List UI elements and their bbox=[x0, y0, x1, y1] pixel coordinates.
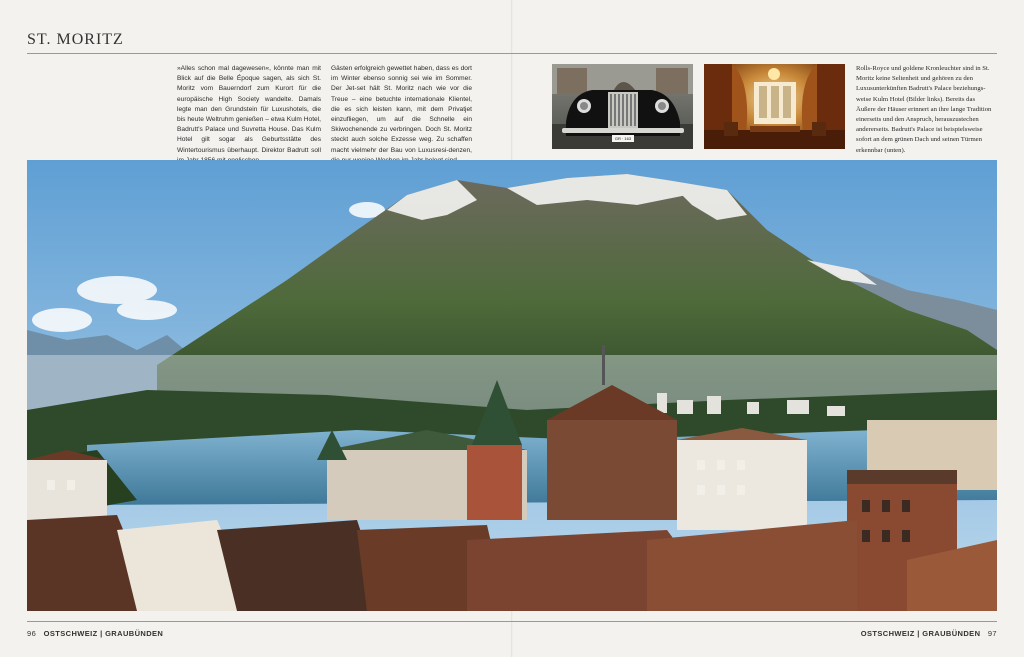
page-title: ST. MORITZ bbox=[27, 31, 124, 48]
photo-caption: Rolls-Royce und goldene Kronleuchter sind in St. Moritz keine Seltenheit und gehören zu den Luxusunterkünften Badrutt's Palace beziehungs-weise Kulm Hotel (Bilder links). Bereits das Äußere der Häuser erinnert an ihre lange Tradition einerseits und den Anspruch, herauszustechen andererseits. Badrutt's Palace ist beispielsweise sofort an dem grünen Dach und seinen Türmen erkennbar (unten). bbox=[856, 65, 992, 154]
footer-right bbox=[861, 629, 997, 638]
section-label-left: OSTSCHWEIZ | GRAUBÜNDEN bbox=[43, 629, 164, 638]
rolls-royce-photo bbox=[552, 64, 693, 149]
page-number-right: 97 bbox=[987, 629, 997, 638]
header-rule bbox=[27, 53, 997, 54]
license-plate-text: GR · 163 bbox=[614, 136, 632, 141]
panorama-illustration bbox=[27, 160, 997, 611]
footer-left bbox=[27, 629, 163, 638]
body-text-column-2: Gästen erfolgreich gewettet haben, dass es dort im Winter ebenso sonnig sei wie im Sommer. Der Jet-set hält St. Moritz nach wie vor die Treue – eine betuchte internationale Klientel, die es sich leisten kann, mit dem Privatjet einzufliegen, um auf die Schnelle ein Skiwochenende zu verbringen. Doch St. Moritz steckt auch solche Exzesse weg. Zu schaffen macht vielmehr der Bau von Luxusresi-denzen, bbox=[331, 65, 472, 154]
body-text-column-1: »Alles schon mal dagewesen«, könnte man mit Blick auf die Belle Époque sagen, als sich St. Moritz vom Bauerndorf zum Kurort für die europäische High Society wandelte. Damals legte man den Grundstein für Luxushotels, die bis heute Weltruhm genießen – etwa Kulm Hotel, Badrutt's Palace und Suvretta House. Das Kulm Hotel gilt sogar als Geburtsstätte des Wintertourismus überhaupt. Direktor Badrutt soll bbox=[177, 65, 321, 154]
section-label-right: OSTSCHWEIZ | GRAUBÜNDEN bbox=[860, 629, 981, 638]
page-number-left: 96 bbox=[27, 629, 37, 638]
st-moritz-panorama-photo bbox=[27, 160, 997, 611]
hotel-hall-illustration bbox=[704, 64, 845, 149]
hotel-hall-photo bbox=[704, 64, 845, 149]
footer-rule bbox=[27, 621, 997, 622]
